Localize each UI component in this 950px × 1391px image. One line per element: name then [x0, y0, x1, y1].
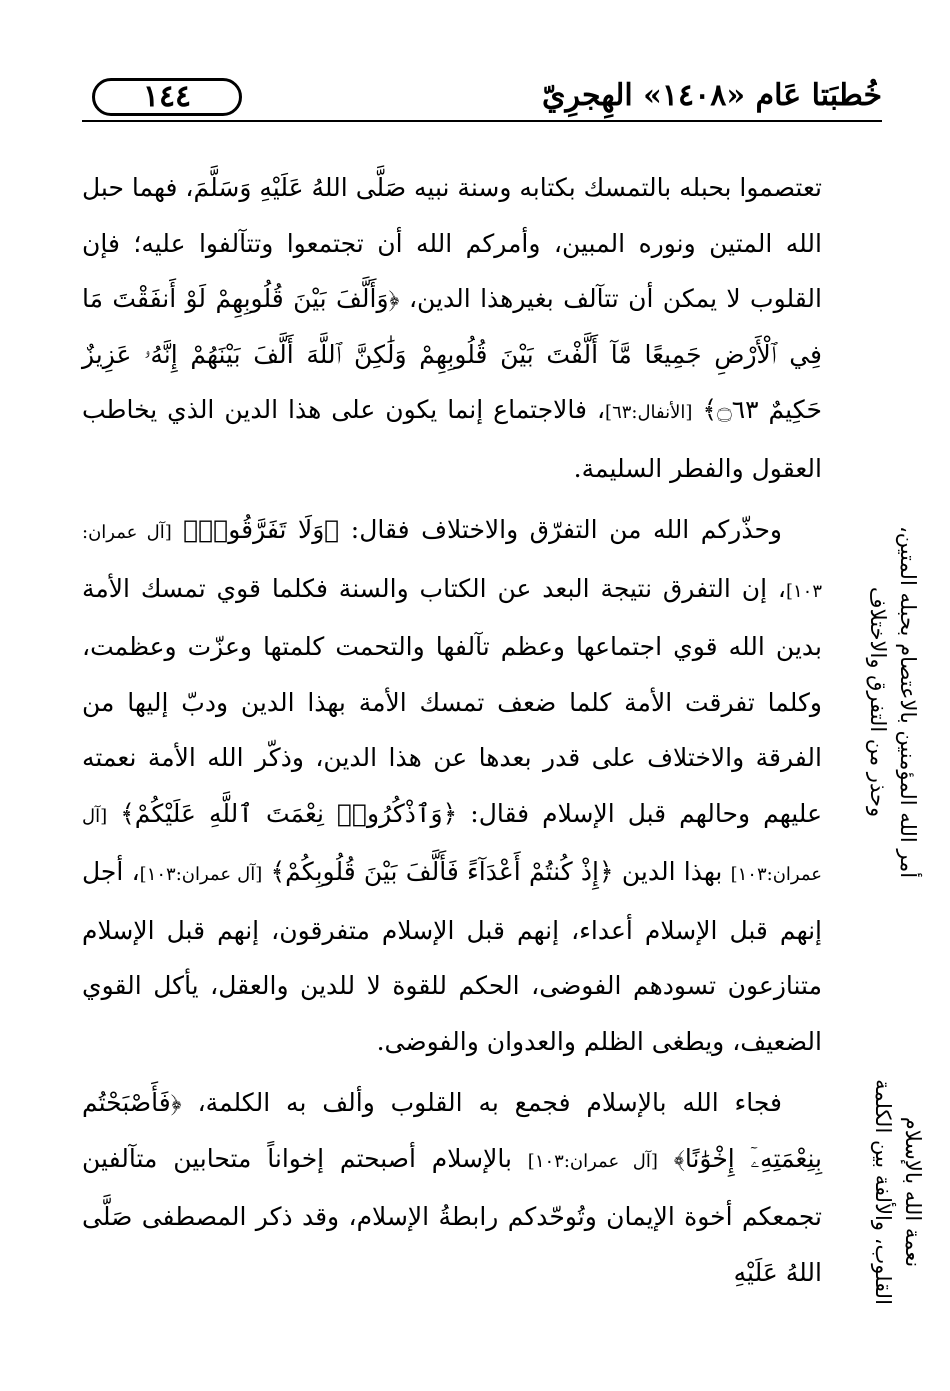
verse-reference: [آل عمران: ١٠٣]	[82, 522, 822, 602]
verse-reference: [آل عمران:١٠٣]	[527, 1150, 658, 1172]
body-text	[82, 160, 822, 1300]
header-rule	[82, 120, 882, 122]
verse-reference: [الأنفال:٦٣]	[605, 402, 693, 423]
paragraph-3: فجاء الله بالإسلام فجمع به القلوب وألف به الكلمة، ﴿فَأَصْبَحْتُم بِنِعْمَتِهِۦٓ إِخْوَٰنًا﴾ [آل عمران:١٠٣] بالإسلام أصبحتم إخواناً متحابين متآلفين تجمعكم أخوة الإيمان وتُوحّدكم رابطةُ الإسلام، وقد ذكر المصطفى صَلَّى اللهُ عَلَيْهِ	[82, 1088, 823, 1287]
verse-reference: [آل عمران:١٠٣]	[139, 864, 263, 885]
side-note-1: أمر الله المؤمنين بالاعتصام بحبله المتين، وحذر من التفرق والاختلاف	[866, 525, 920, 879]
page-header	[82, 76, 882, 124]
verse-reference: [آل عمران:١٠٣]	[82, 805, 823, 885]
paragraph-1: تعتصموا بحبله بالتمسك بكتابه وسنة نبيه صَلَّى اللهُ عَلَيْهِ وَسَلَّمَ، فهما حبل الله المتين ونوره المبين، وأمركم الله أن تجتمعوا وتتآلفوا عليه؛ فإن القلوب لا يمكن أن تتآلف بغيرهذا الدين، ﴿وَأَلَّفَ بَيْنَ قُلُوبِهِمْ لَوْ أَنفَقْتَ مَا فِي ٱلْأَرْضِ جَمِيعًا مَّآ أَلَّفْتَ بَيْنَ قُلُوبِهِمْ وَلَٰكِنَّ ٱللَّهَ أَلَّفَ بَيْنَهُمْ إِنَّهُۥ عَزِيزٌ حَكِيمٌ ۝٦٣﴾ [الأنفال:٦٣]، فالاجتماع إنما يكون على هذا الدين الذي يخاطب العقول والفطر السليمة.	[82, 173, 822, 483]
running-title: خُطبَتا عَام «١٤٠٨» الهِجرِيّ	[541, 78, 882, 113]
side-note-2: نعمة الله بالإسلام القلوب، والألفة بين الكلمة	[871, 1079, 925, 1305]
page-number: ١٤٤	[92, 78, 242, 116]
paragraph-2: وحذّركم الله من التفرّق والاختلاف فقال: ﴿وَلَا تَفَرَّقُوا۟﴾ [آل عمران: ١٠٣]، إن التفرق نتيجة البعد عن الكتاب والسنة فكلما قوي تمسك الأمة بدين الله قوي اجتماعها وعظم تآلفها والتحمت كلمتها وعزّت وعظمت، وكلما تفرقت الأمة كلما ضعف تمسك الأمة بهذا الدين ودبّ إليها من الفرقة والاختلاف على قدر بعدها عن هذا الدين، وذكّر الله الأمة نعمته عليهم وحالهم قبل الإسلام فقال: ﴿وَٱذْكُرُوا۟ نِعْمَتَ ٱللَّهِ عَلَيْكُمْ﴾ [آل عمران:١٠٣] بهذا الدين ﴿إِذْ كُنتُمْ أَعْدَآءً فَأَلَّفَ بَيْنَ قُلُوبِكُمْ﴾ [آل عمران:١٠٣]، أجل إنهم قبل الإسلام أعداء، إنهم قبل الإسلام متفرقون، إنهم قبل الإسلام متنازعون تسودهم الفوضى، الحكم للقوة لا للدين والعقل، يأكل القوي الضعيف، ويطغى الظلم والعدوان والفوضى.	[82, 515, 823, 1056]
